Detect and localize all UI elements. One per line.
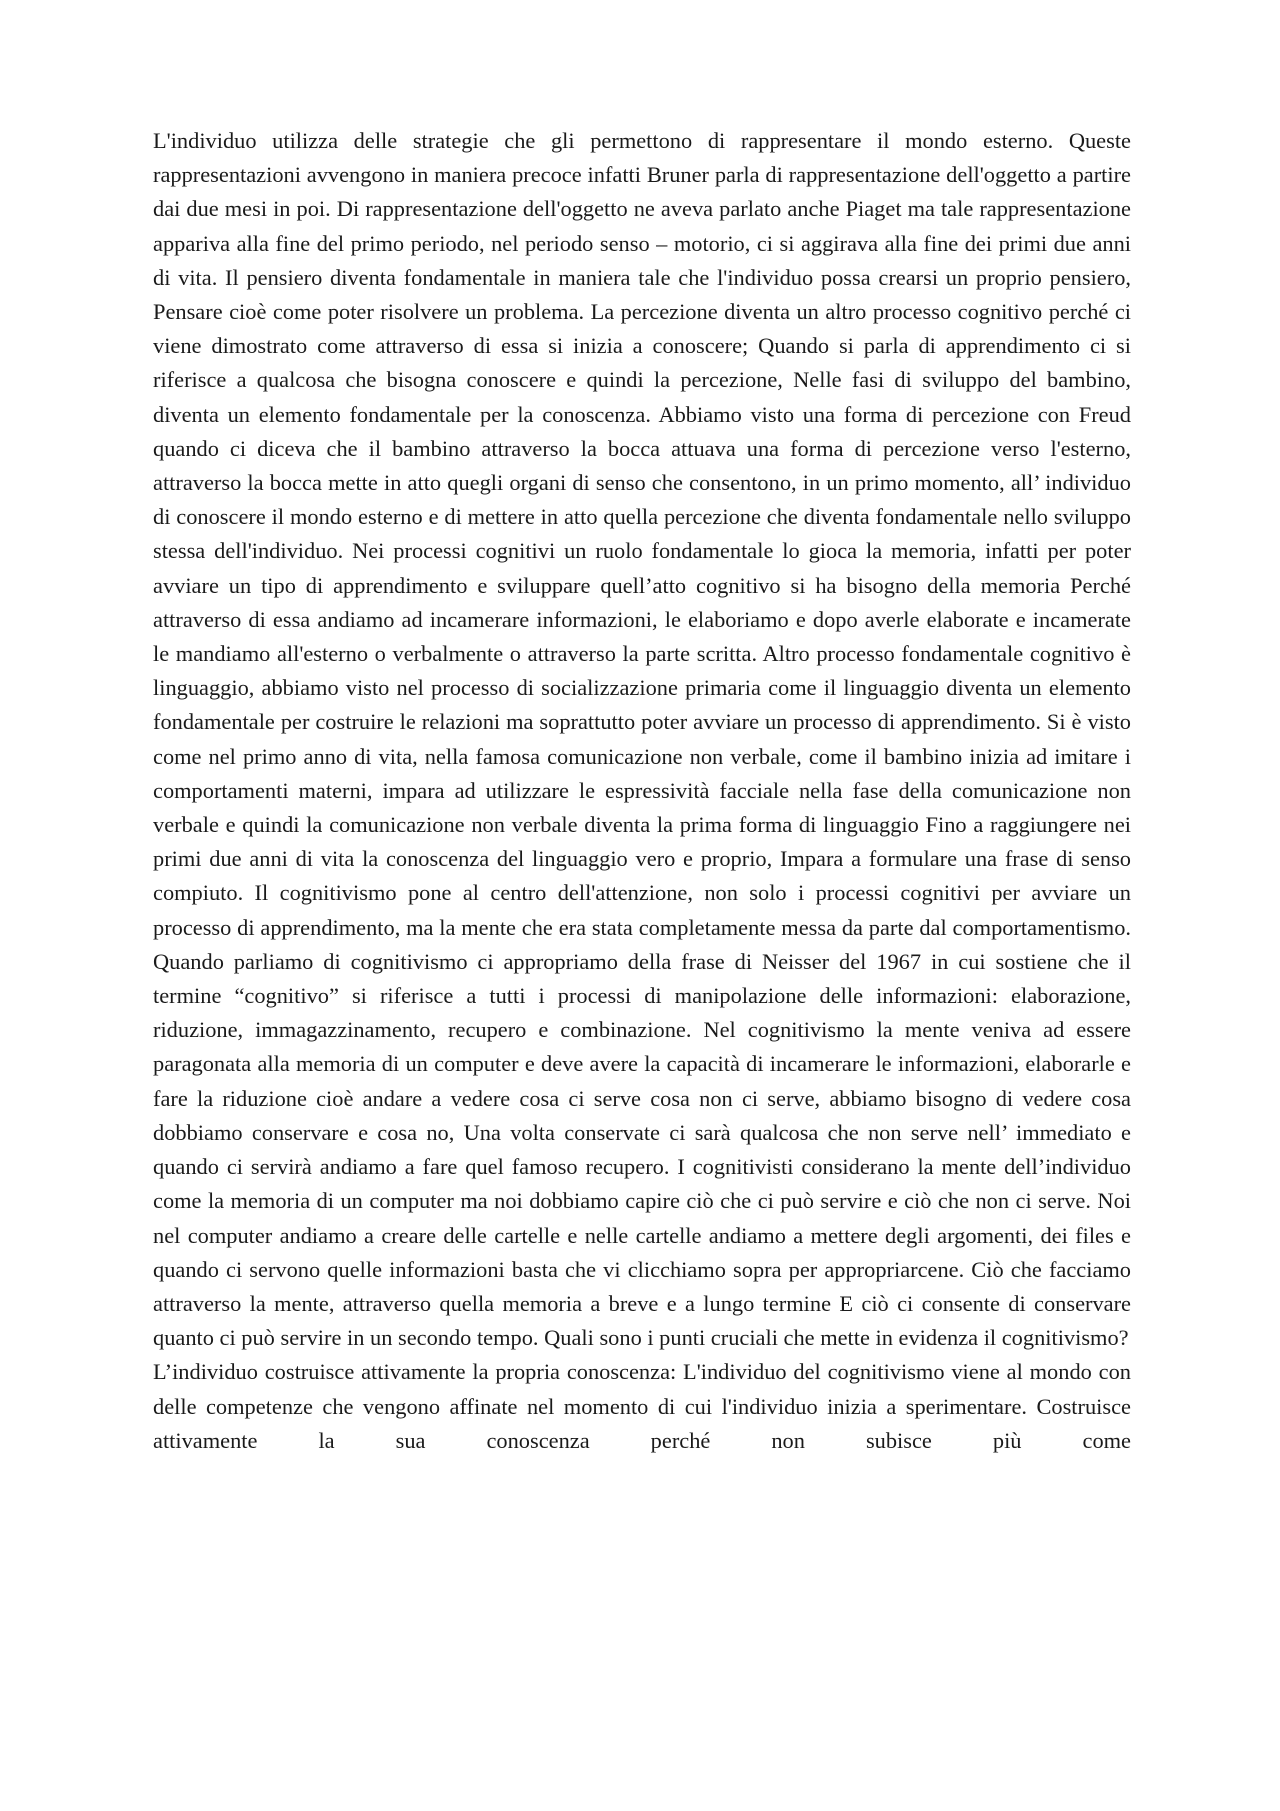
body-text <box>153 124 1131 1458</box>
paragraph-active-knowledge: L’individuo costruisce attivamente la propria conoscenza: L'individuo del cognitivismo viene al mondo con delle competenze che vengono affinate nel momento di cui l'individuo inizia a sperimentare. Costruisce attivamente la sua conoscenza perché non subisce più come <box>153 1359 1131 1453</box>
paragraph-cognitive-processes: L'individuo utilizza delle strategie che gli permettono di rappresentare il mondo esterno. Queste rappresentazioni avvengono in maniera precoce infatti Bruner parla di rappresentazione dell'oggetto a partire dai due mesi in poi. Di rappresentazione dell'oggetto ne aveva parlato anche Piaget ma tale rappresentazione appariva alla fine del primo periodo, nel periodo senso – motorio, ci si aggirava alla fine dei primi due anni di vita. Il pensiero diventa fondamentale in maniera tale che l'individuo possa crearsi un proprio pensiero, Pensare cioè come poter risolvere un problema. La percezione diventa un altro processo cognitivo perché ci viene dimostrato come attraverso di essa si inizia a conoscere; Quando si parla di apprendimento ci si riferisce a qualcosa che bisogna conoscere e quindi la percezione, Nelle fasi di sviluppo del bambino, diventa un elemento fondamentale per la conoscenza. Abbiamo visto una forma di percezione con Freud quando ci diceva che il bambino attraverso la bocca attuava una forma di percezione verso l'esterno, attraverso la bocca mette in atto quegli organi di senso che consentono, in un primo momento, all’ individuo di conoscere il mondo esterno e di mettere in atto quella percezione che diventa fondamentale nello sviluppo stessa dell'individuo. Nei processi cognitivi un ruolo fondamentale lo gioca la memoria, infatti per poter avviare un tipo di apprendimento e sviluppare quell’atto cognitivo si ha bisogno della memoria Perché attraverso di essa andiamo ad incamerare informazioni, le elaboriamo e dopo averle elaborate e incamerate le mandiamo all'esterno o verbalmente o attraverso la parte scritta. Altro processo fondamentale cognitivo è linguaggio, abbiamo visto nel processo di socializzazione primaria come il linguaggio diventa un elemento fondamentale per costruire le relazioni ma soprattutto poter avviare un processo di apprendimento. Si è visto come nel primo anno di vita, nella famosa comunicazione non verbale, come il bambino inizia ad imitare i comportamenti materni, impara ad utilizzare le espressività facciale nella fase della comunicazione non verbale e quindi la comunicazione non verbale diventa la prima forma di linguaggio Fino a raggiungere nei primi due anni di vita la conoscenza del linguaggio vero e proprio, Impara a formulare una frase di senso compiuto. Il cognitivismo pone al centro dell'attenzione, non solo i processi cognitivi per avviare un processo di apprendimento, ma la mente che era stata completamente messa da parte dal comportamentismo. Quando parliamo di cognitivismo ci appropriamo della frase di Neisser del 1967 in cui sostiene che il termine “cognitivo” si riferisce a tutti i processi di manipolazione delle informazioni: elaborazione, riduzione, immagazzinamento, recupero e combinazione. Nel cognitivismo la mente veniva ad essere paragonata alla memoria di un computer e deve avere la capacità di incamerare le informazioni, elaborarle e fare la riduzione cioè andare a vedere cosa ci serve cosa non ci serve, abbiamo bisogno di vedere cosa dobbiamo conservare e cosa no, Una volta conservate ci sarà qualcosa che non serve nell’ immediato e quando ci servirà andiamo a fare quel famoso recupero. I cognitivisti considerano la mente dell’individuo come la memoria di un computer ma noi dobbiamo capire ciò che ci può servire e ciò che non ci serve. Noi nel computer andiamo a creare delle cartelle e nelle cartelle andiamo a mettere degli argomenti, dei files e quando ci servono quelle informazioni basta che vi clicchiamo sopra per appropriarcene. Ciò che facciamo attraverso la mente, attraverso quella memoria a breve e a lungo termine E ciò ci consente di conservare quanto ci può servire in un secondo tempo. Quali sono i punti cruciali che mette in evidenza il cognitivismo? <box>153 128 1131 1351</box>
